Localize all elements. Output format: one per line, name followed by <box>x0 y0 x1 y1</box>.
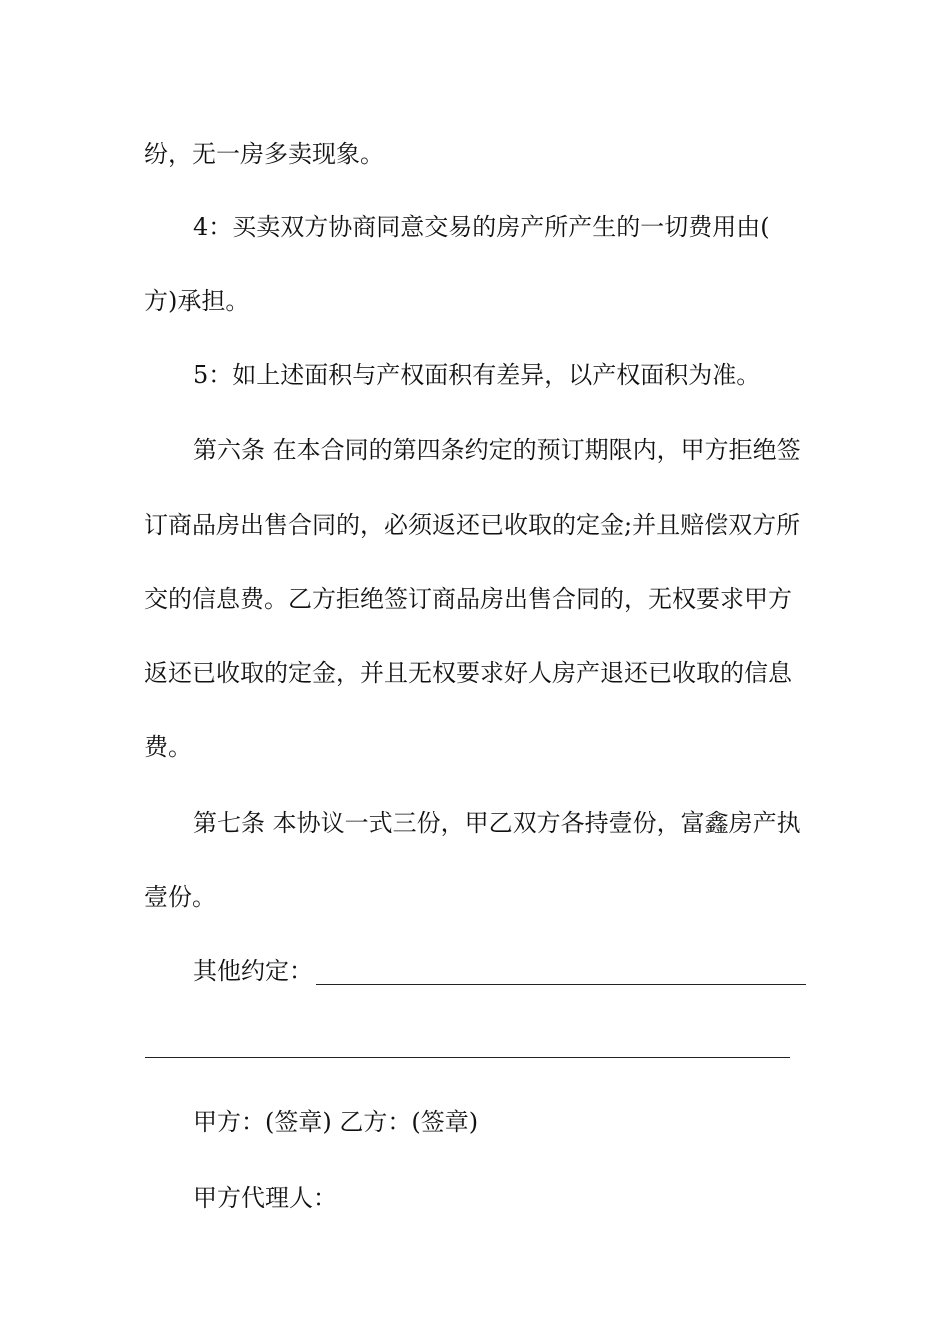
other-terms-blank-line-2 <box>145 1057 790 1058</box>
paragraph-line: 纷，无一房多卖现象。 <box>144 140 384 168</box>
paragraph-line: 订商品房出售合同的，必须返还已收取的定金;并且赔偿双方所 <box>144 511 801 539</box>
other-terms-blank-line <box>316 984 806 985</box>
paragraph-line: 4：买卖双方协商同意交易的房产所产生的一切费用由( <box>193 213 770 241</box>
paragraph-line: 交的信息费。乙方拒绝签订商品房出售合同的，无权要求甲方 <box>144 585 792 613</box>
other-terms-label: 其他约定： <box>193 957 313 985</box>
paragraph-line: 第六条 在本合同的第四条约定的预订期限内，甲方拒绝签 <box>193 436 801 464</box>
paragraph-line: 返还已收取的定金，并且无权要求好人房产退还已收取的信息 <box>144 659 792 687</box>
signature-line: 甲方：(签章) 乙方：(签章) <box>193 1108 479 1136</box>
paragraph-line: 5：如上述面积与产权面积有差异，以产权面积为准。 <box>193 361 761 389</box>
paragraph-line: 壹份。 <box>144 883 216 911</box>
paragraph-line: 第七条 本协议一式三份，甲乙双方各持壹份，富鑫房产执 <box>193 809 801 837</box>
paragraph-line: 方)承担。 <box>144 287 250 315</box>
agent-line: 甲方代理人： <box>193 1184 337 1212</box>
paragraph-line: 费。 <box>144 733 192 761</box>
